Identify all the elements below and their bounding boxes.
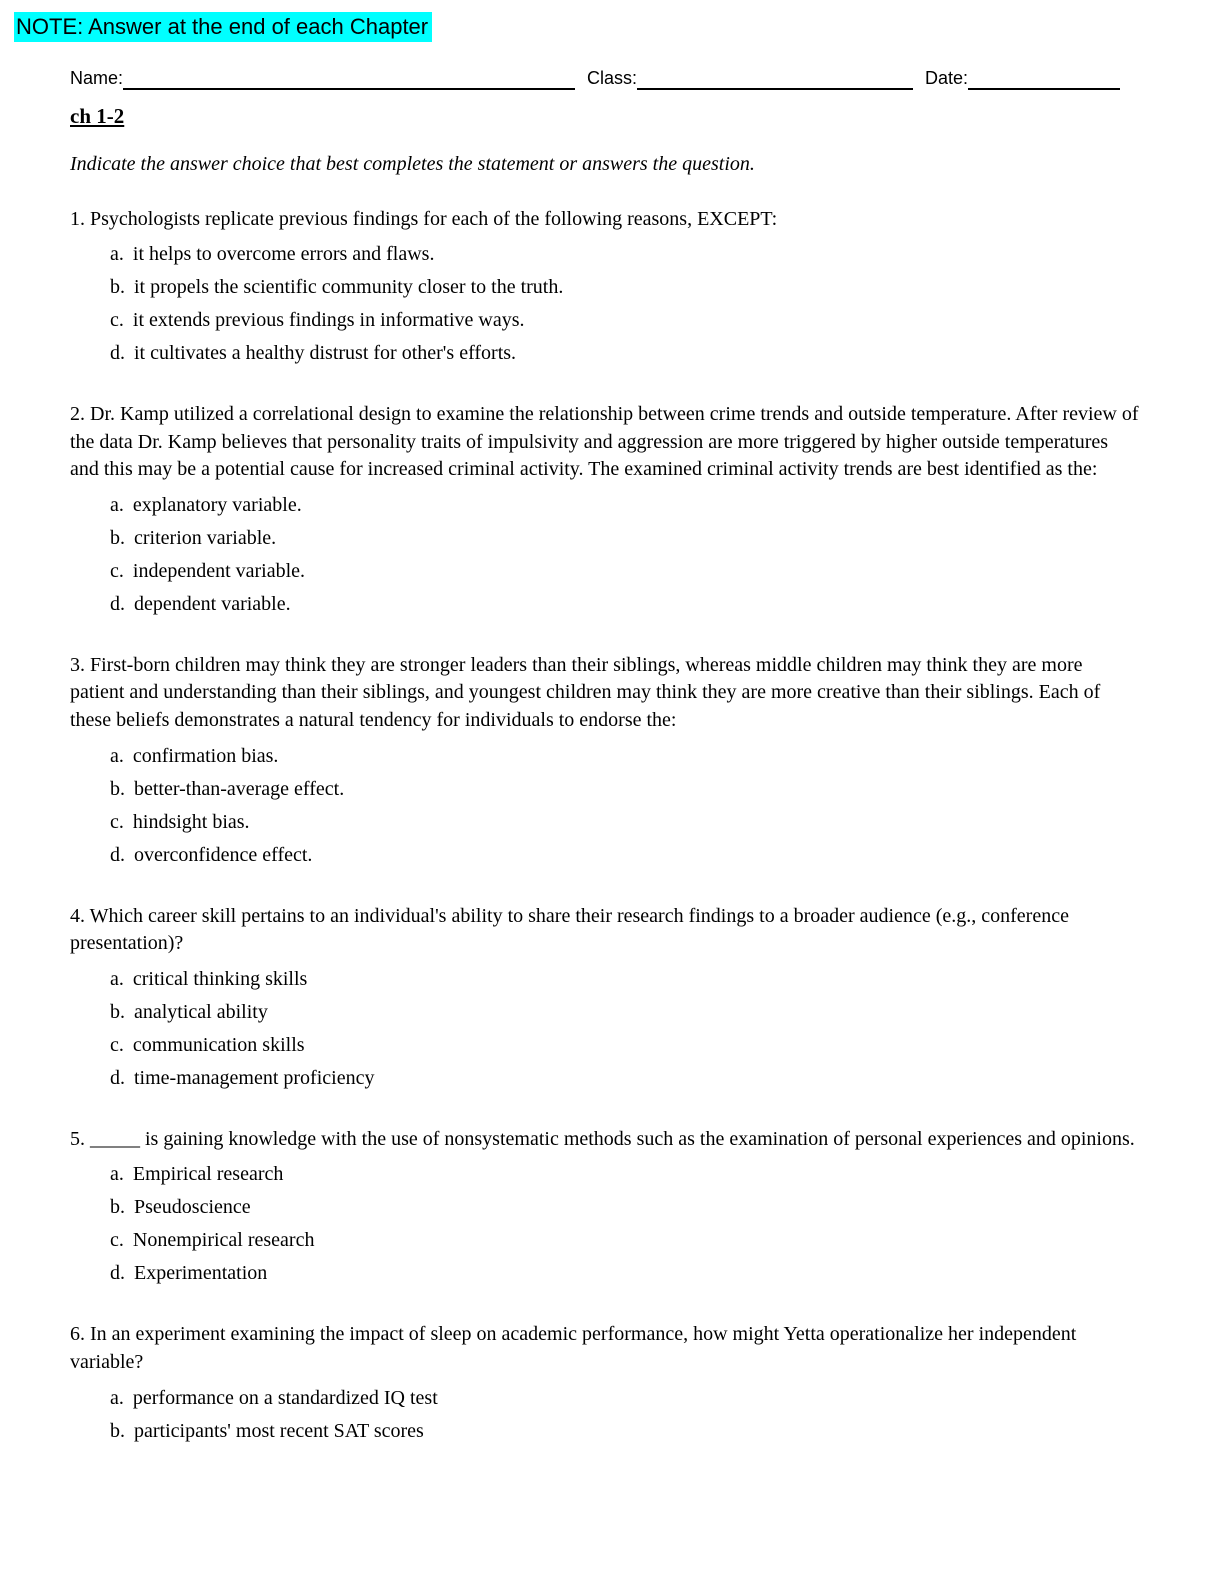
option-letter: b.: [110, 1000, 125, 1023]
option-row: [110, 1062, 1141, 1095]
option-row: [110, 740, 1141, 773]
name-label: Name:: [70, 67, 124, 88]
option-row: [110, 963, 1141, 996]
class-blank-line: [637, 66, 913, 90]
option-text: better-than-average effect.: [134, 777, 345, 800]
document-content: [0, 42, 1224, 1448]
option-text: dependent variable.: [134, 592, 291, 615]
option-letter: a.: [110, 493, 124, 516]
option-text: it extends previous findings in informative ways.: [132, 309, 525, 332]
class-label: Class:: [587, 67, 638, 88]
question-number: 6.: [70, 1323, 85, 1346]
question-text: [70, 903, 1141, 958]
option-row: [110, 1224, 1141, 1257]
option-row: [110, 1415, 1141, 1448]
question-body: Which career skill pertains to an individual's ability to share their research findings to a broader audience (e.g., conference presentation)?: [70, 904, 1069, 955]
questions: [70, 206, 1141, 1448]
question-number: 4.: [70, 904, 85, 927]
option-text: time-management proficiency: [134, 1066, 375, 1089]
option-letter: a.: [110, 1386, 124, 1409]
option-letter: b.: [110, 1419, 125, 1442]
name-blank-line: [123, 66, 575, 90]
option-letter: a.: [110, 243, 124, 266]
question-block: [70, 401, 1141, 621]
question-block: [70, 206, 1141, 371]
option-text: communication skills: [132, 1033, 305, 1056]
date-label: Date:: [925, 67, 969, 88]
date-blank-line: [968, 66, 1120, 90]
option-letter: b.: [110, 1196, 125, 1219]
option-row: [110, 304, 1141, 337]
option-letter: c.: [110, 559, 124, 582]
option-letter: a.: [110, 967, 124, 990]
option-row: [110, 489, 1141, 522]
option-text: critical thinking skills: [132, 967, 308, 990]
instructions-text: Indicate the answer choice that best completes the statement or answers the question.: [70, 152, 755, 175]
option-text: independent variable.: [132, 559, 306, 582]
option-row: [110, 806, 1141, 839]
question-block: [70, 903, 1141, 1095]
option-text: Nonempirical research: [132, 1229, 315, 1252]
option-letter: c.: [110, 309, 124, 332]
option-letter: c.: [110, 810, 124, 833]
option-row: [110, 839, 1141, 872]
question-block: [70, 652, 1141, 872]
option-row: [110, 238, 1141, 271]
option-text: it helps to overcome errors and flaws.: [132, 243, 435, 266]
option-text: confirmation bias.: [132, 744, 279, 767]
option-text: criterion variable.: [134, 526, 277, 549]
option-letter: d.: [110, 1066, 125, 1089]
option-letter: b.: [110, 526, 125, 549]
option-text: participants' most recent SAT scores: [134, 1419, 424, 1442]
question-body: Dr. Kamp utilized a correlational design to examine the relationship between crime trends and outside temperature. After review of the data Dr. Kamp believes that personality traits of impulsivity and aggression are more triggered by higher outside temperatures and this may be a potential cause for increased criminal activity. The examined criminal activity trends are best identified as the:: [70, 403, 1139, 481]
question-block: [70, 1126, 1141, 1291]
option-letter: a.: [110, 1163, 124, 1186]
question-block: [70, 1321, 1141, 1447]
question-number: 3.: [70, 653, 85, 676]
option-row: [110, 588, 1141, 621]
option-text: hindsight bias.: [132, 810, 250, 833]
option-letter: d.: [110, 1262, 125, 1285]
option-letter: d.: [110, 342, 125, 365]
question-text: [70, 206, 1141, 234]
option-row: [110, 522, 1141, 555]
question-number: 5.: [70, 1127, 85, 1150]
option-letter: a.: [110, 744, 124, 767]
student-info-row: [70, 66, 1141, 90]
option-text: Pseudoscience: [134, 1196, 251, 1219]
option-row: [110, 1191, 1141, 1224]
option-text: Empirical research: [132, 1163, 284, 1186]
option-letter: b.: [110, 777, 125, 800]
note-banner: NOTE: Answer at the end of each Chapter: [14, 12, 432, 42]
option-row: [110, 1257, 1141, 1290]
option-letter: d.: [110, 592, 125, 615]
option-text: it cultivates a healthy distrust for other's efforts.: [134, 342, 517, 365]
option-letter: c.: [110, 1033, 124, 1056]
option-letter: c.: [110, 1229, 124, 1252]
question-body: Psychologists replicate previous findings for each of the following reasons, EXCEPT:: [90, 207, 778, 230]
note-banner-row: [0, 0, 1224, 42]
question-text: [70, 1126, 1141, 1154]
option-row: [110, 996, 1141, 1029]
question-text: [70, 652, 1141, 735]
option-row: [110, 271, 1141, 304]
question-number: 2.: [70, 403, 85, 426]
option-row: [110, 1029, 1141, 1062]
question-body: First-born children may think they are stronger leaders than their siblings, whereas middle children may think they are more patient and understanding than their siblings, and youngest children may think they are more creative than their siblings. Each of these beliefs demonstrates a natural tendency for individuals to endorse the:: [70, 653, 1101, 732]
option-row: [110, 773, 1141, 806]
option-text: it propels the scientific community closer to the truth.: [134, 276, 564, 299]
question-text: [70, 1321, 1141, 1376]
option-text: performance on a standardized IQ test: [132, 1386, 438, 1409]
question-text: [70, 401, 1141, 484]
option-letter: b.: [110, 276, 125, 299]
option-row: [110, 1158, 1141, 1191]
option-text: overconfidence effect.: [134, 843, 313, 866]
option-row: [110, 337, 1141, 370]
option-row: [110, 1382, 1141, 1415]
question-body: _____ is gaining knowledge with the use of nonsystematic methods such as the examination of personal experiences and opinions.: [90, 1127, 1135, 1150]
chapter-title: ch 1-2: [70, 103, 125, 128]
option-text: Experimentation: [134, 1262, 268, 1285]
question-number: 1.: [70, 207, 85, 230]
option-row: [110, 555, 1141, 588]
option-text: analytical ability: [134, 1000, 268, 1023]
option-letter: d.: [110, 843, 125, 866]
question-body: In an experiment examining the impact of sleep on academic performance, how might Yetta operationalize her independent variable?: [70, 1323, 1077, 1374]
option-text: explanatory variable.: [132, 493, 302, 516]
